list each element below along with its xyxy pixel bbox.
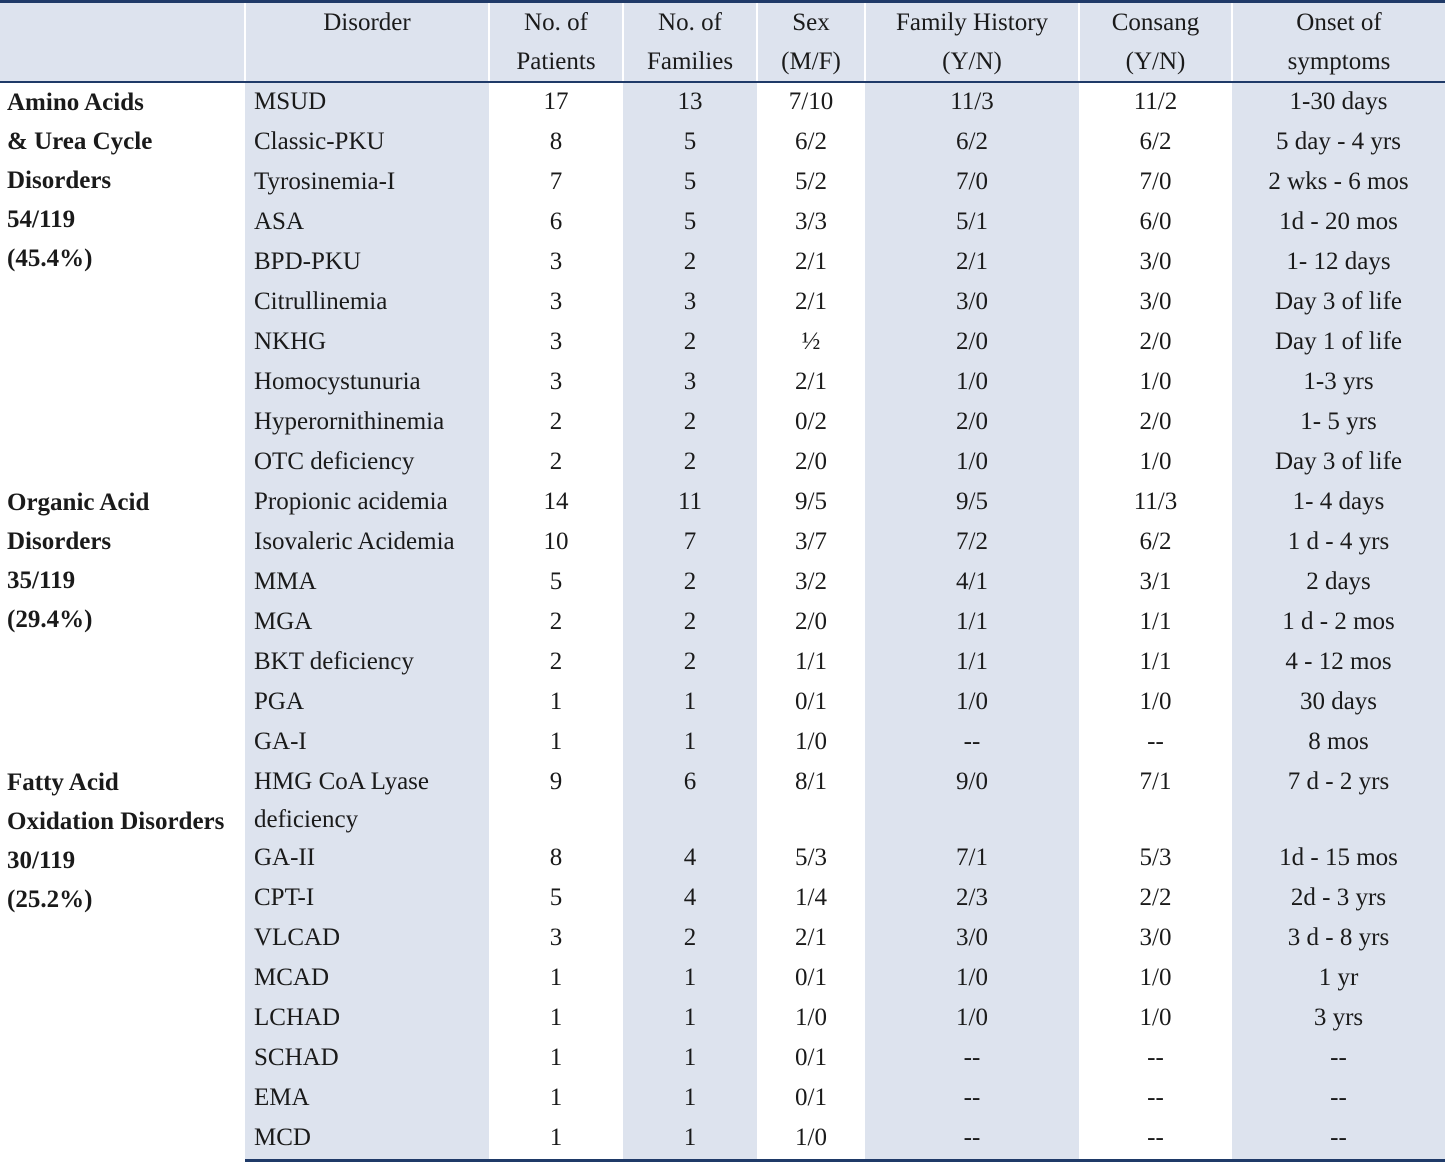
cell-families: 1 [623,999,757,1039]
cell-sex: 9/5 [795,488,827,515]
cell-disorder: VLCAD [245,919,489,959]
cell-family-history: 3/0 [865,283,1079,323]
cell-consang: 1/0 [1139,688,1172,715]
cell-sex: 1/0 [757,1119,865,1161]
cell-onset: 2 days [1232,563,1445,603]
header-families: No. of Families [623,2,757,83]
cell-consang: 6/2 [1139,528,1172,555]
cell-disorder: EMA [245,1079,489,1119]
cell-consang: 3/0 [1139,248,1172,275]
cell-patients: 1 [549,1084,563,1111]
cell-onset: 2 wks - 6 mos [1232,163,1445,203]
cell-consang: 1/1 [1139,608,1172,635]
group-label-line: Disorders [7,528,112,555]
cell-sex: 6/2 [795,128,827,155]
cell-onset: 1-3 yrs [1232,363,1445,403]
cell-onset: Day 3 of life [1232,283,1445,323]
cell-family-history: 9/0 [865,763,1079,839]
cell-family-history: 5/1 [865,203,1079,243]
cell-disorder: BPD-PKU [245,243,489,283]
cell-onset: -- [1232,1079,1445,1119]
cell-consang: 1/0 [1139,1004,1172,1031]
cell-sex: 1/4 [795,884,827,911]
cell-patients: 9 [549,768,563,795]
cell-disorder: Homocystunuria [245,363,489,403]
group-label-line: Disorders [7,167,112,194]
cell-family-history: 1/0 [865,683,1079,723]
cell-patients: 1 [549,1004,563,1031]
cell-families: 1 [623,683,757,723]
cell-onset: 1 d - 4 yrs [1232,523,1445,563]
cell-onset: 1d - 20 mos [1232,203,1445,243]
cell-consang: 3/0 [1139,288,1172,315]
cell-family-history: 2/3 [865,879,1079,919]
cell-family-history: 2/1 [865,243,1079,283]
cell-onset: 30 days [1232,683,1445,723]
cell-patients: 3 [549,288,563,315]
cell-consang: 1/0 [1139,448,1172,475]
table-row [0,483,1445,523]
cell-sex: 0/2 [795,408,827,435]
cell-patients: 8 [549,844,563,871]
header-consang: Consang (Y/N) [1079,2,1232,83]
cell-patients: 6 [549,208,563,235]
cell-family-history: 11/3 [865,82,1079,123]
cell-disorder: Citrullinemia [245,283,489,323]
cell-disorder: NKHG [245,323,489,363]
group-label-line: 30/119 [7,847,76,874]
cell-onset: 4 - 12 mos [1232,643,1445,683]
cell-sex: 3/2 [795,568,827,595]
cell-family-history: -- [865,1039,1079,1079]
table-body [0,82,1445,1161]
cell-patients: 2 [549,648,563,675]
cell-consang: 3/0 [1139,924,1172,951]
cell-onset: 1 d - 2 mos [1232,603,1445,643]
cell-disorder: GA-II [245,839,489,879]
cell-families: 7 [623,523,757,563]
table-row [0,82,1445,123]
cell-sex: 8/1 [795,768,827,795]
header-onset: Onset of symptoms [1232,2,1445,83]
cell-sex: 5/2 [795,168,827,195]
cell-onset: 2d - 3 yrs [1232,879,1445,919]
cell-onset: 5 day - 4 yrs [1232,123,1445,163]
cell-sex: 2/1 [795,368,827,395]
cell-families: 2 [623,403,757,443]
cell-patients: 2 [549,408,563,435]
cell-families: 3 [623,283,757,323]
group-label [0,82,245,483]
cell-consang: -- [1147,1084,1164,1111]
header-family-history: Family History (Y/N) [865,2,1079,83]
cell-consang: 7/1 [1139,768,1172,795]
group-label-line: Amino Acids [7,89,144,116]
cell-families: 5 [623,123,757,163]
cell-onset: 3 yrs [1232,999,1445,1039]
cell-family-history: 2/0 [865,323,1079,363]
cell-disorder: LCHAD [245,999,489,1039]
cell-consang: -- [1079,1119,1232,1161]
cell-patients: 3 [549,368,563,395]
group-label-line: 35/119 [7,567,76,594]
cell-patients: 2 [549,608,563,635]
group-label-line: (25.2%) [7,886,93,913]
cell-family-history: 9/5 [865,483,1079,523]
cell-patients: 8 [549,128,563,155]
cell-onset: 8 mos [1232,723,1445,763]
cell-sex: 0/1 [795,688,827,715]
cell-sex: 2/1 [795,924,827,951]
cell-consang: 11/3 [1133,488,1178,515]
cell-disorder: PGA [245,683,489,723]
cell-families: 13 [623,82,757,123]
cell-sex: 5/3 [795,844,827,871]
cell-sex: 3/7 [795,528,827,555]
cell-families: 1 [623,1119,757,1161]
cell-families: 2 [623,563,757,603]
cell-families: 3 [623,363,757,403]
cell-families: 6 [623,763,757,839]
cell-disorder: MGA [245,603,489,643]
cell-disorder: HMG CoA Lyase deficiency [245,763,489,839]
cell-onset: -- [1232,1119,1445,1161]
cell-sex: 2/1 [795,288,827,315]
cell-family-history: 6/2 [865,123,1079,163]
cell-family-history: 1/0 [865,363,1079,403]
cell-families: 1 [623,959,757,999]
cell-patients: 3 [549,924,563,951]
cell-families: 1 [623,1079,757,1119]
group-label-line: Fatty Acid [7,769,119,796]
cell-family-history: 1/1 [865,643,1079,683]
group-label [0,763,245,1161]
cell-patients: 2 [549,448,563,475]
cell-disorder: MCD [245,1119,489,1161]
header-cell [0,2,245,83]
cell-onset: 1- 5 yrs [1232,403,1445,443]
cell-family-history: -- [865,1119,1079,1161]
cell-families: 5 [623,203,757,243]
group-label-line: & Urea Cycle [7,128,153,155]
cell-consang: 2/0 [1139,328,1172,355]
cell-consang: 2/2 [1139,884,1172,911]
cell-consang: -- [1147,728,1164,755]
cell-patients: 5 [549,568,563,595]
cell-disorder: Tyrosinemia-I [245,163,489,203]
cell-disorder: Propionic acidemia [245,483,489,523]
cell-sex: 0/1 [795,964,827,991]
cell-disorder: OTC deficiency [245,443,489,483]
cell-family-history: 1/0 [865,443,1079,483]
cell-onset: 1-30 days [1232,82,1445,123]
cell-sex: 0/1 [795,1044,827,1071]
cell-families: 2 [623,643,757,683]
cell-families: 2 [623,243,757,283]
cell-sex: 7/10 [788,88,834,115]
cell-family-history: 7/0 [865,163,1079,203]
group-label [0,483,245,763]
cell-disorder: Classic-PKU [245,123,489,163]
cell-disorder: ASA [245,203,489,243]
cell-consang: 11/2 [1133,88,1178,115]
cell-consang: 5/3 [1139,844,1172,871]
cell-patients: 1 [549,1044,563,1071]
group-label-line: Organic Acid [7,489,150,516]
cell-sex: 1/1 [795,648,827,675]
cell-families: 1 [623,723,757,763]
cell-families: 2 [623,323,757,363]
cell-disorder: BKT deficiency [245,643,489,683]
cell-onset: 1 yr [1232,959,1445,999]
cell-families: 2 [623,919,757,959]
cell-families: 11 [623,483,757,523]
cell-onset: 7 d - 2 yrs [1232,763,1445,839]
cell-disorder: MCAD [245,959,489,999]
cell-consang: 2/0 [1139,408,1172,435]
cell-consang: 1/0 [1139,368,1172,395]
cell-consang: 6/2 [1139,128,1172,155]
cell-sex: 2/0 [795,448,827,475]
cell-sex: 1/0 [795,728,827,755]
cell-family-history: -- [865,1079,1079,1119]
cell-onset: 3 d - 8 yrs [1232,919,1445,959]
cell-patients: 14 [543,488,569,515]
cell-family-history: 1/1 [865,603,1079,643]
cell-onset: 1- 12 days [1232,243,1445,283]
cell-patients: 1 [549,688,563,715]
cell-onset: 1- 4 days [1232,483,1445,523]
cell-consang: -- [1147,1044,1164,1071]
cell-sex: 0/1 [795,1084,827,1111]
cell-disorder: CPT-I [245,879,489,919]
cell-family-history: 7/2 [865,523,1079,563]
cell-disorder: Isovaleric Acidemia [245,523,489,563]
cell-disorder: MSUD [245,82,489,123]
cell-patients: 5 [549,884,563,911]
cell-families: 1 [623,1039,757,1079]
cell-consang: 7/0 [1139,168,1172,195]
cell-consang: 1/0 [1139,964,1172,991]
group-label-line: 54/119 [7,206,76,233]
cell-onset: Day 1 of life [1232,323,1445,363]
cell-sex: 2/0 [795,608,827,635]
cell-families: 2 [623,603,757,643]
cell-sex: 1/0 [795,1004,827,1031]
cell-family-history: -- [865,723,1079,763]
cell-family-history: 7/1 [865,839,1079,879]
cell-families: 4 [623,839,757,879]
cell-onset: Day 3 of life [1232,443,1445,483]
cell-consang: 1/1 [1139,648,1172,675]
cell-patients: 3 [549,248,563,275]
header-disorder: Disorder [245,2,489,83]
cell-family-history: 1/0 [865,959,1079,999]
cell-families: 4 [623,879,757,919]
group-label-line: (29.4%) [7,606,93,633]
group-label-line: (45.4%) [7,245,93,272]
cell-patients: 1 [549,964,563,991]
cell-sex: 3/3 [795,208,827,235]
cell-consang: 3/1 [1139,568,1172,595]
cell-disorder: GA-I [245,723,489,763]
cell-sex: ½ [801,328,821,355]
header-row [0,2,1445,83]
header-sex: Sex (M/F) [757,2,865,83]
cell-families: 5 [623,163,757,203]
cell-family-history: 4/1 [865,563,1079,603]
cell-patients: 10 [543,528,569,555]
header-patients: No. of Patients [489,2,623,83]
cell-consang: 6/0 [1139,208,1172,235]
cell-sex: 2/1 [795,248,827,275]
cell-patients: 7 [549,168,563,195]
cell-family-history: 1/0 [865,999,1079,1039]
cell-patients: 1 [549,728,563,755]
cell-patients: 3 [549,328,563,355]
cell-patients: 17 [543,88,569,115]
group-label-line: Oxidation Disorders [7,808,225,835]
cell-disorder: SCHAD [245,1039,489,1079]
cell-disorder: Hyperornithinemia [245,403,489,443]
cell-family-history: 2/0 [865,403,1079,443]
cell-family-history: 3/0 [865,919,1079,959]
table-row [0,763,1445,839]
cell-families: 2 [623,443,757,483]
cell-disorder: MMA [245,563,489,603]
cell-onset: -- [1232,1039,1445,1079]
cell-patients: 1 [489,1119,623,1161]
cell-onset: 1d - 15 mos [1232,839,1445,879]
